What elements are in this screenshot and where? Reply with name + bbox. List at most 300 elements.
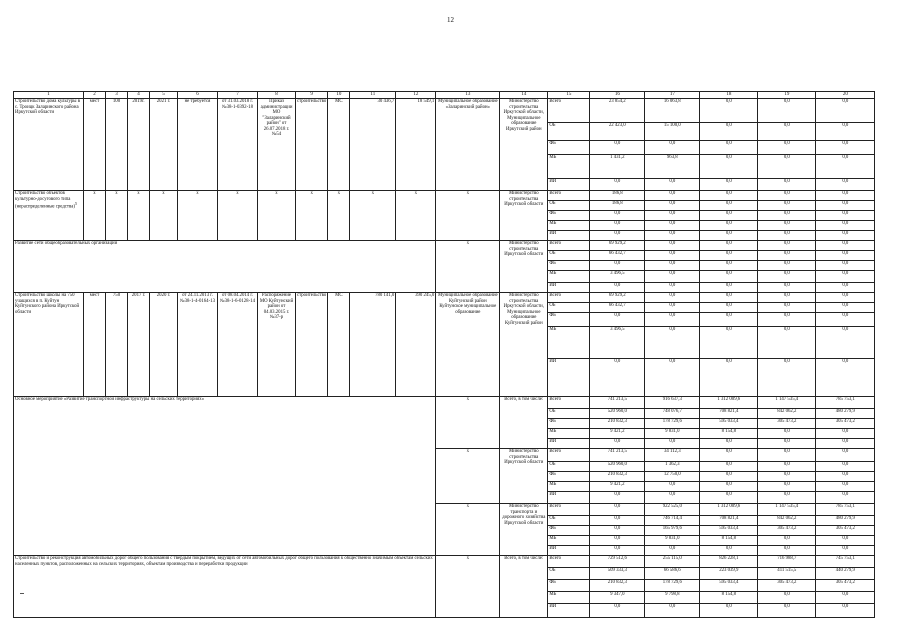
form-cell: МС [328,99,350,191]
amount-cell: 0,0 [758,449,816,462]
amount-cell: 826 228,1 [700,556,758,568]
amount-cell: 0,0 [590,283,645,293]
order-cell: Распоряжение МО Куйтунский район от 04.03.2015 г. №37-р [258,293,296,397]
amount-cell: 0,0 [758,241,816,251]
amount-cell: 0,0 [758,141,816,155]
amount-cell: 0,0 [758,271,816,283]
amount-cell: 0,0 [700,179,758,191]
amount-cell: 0,0 [700,241,758,251]
amount-cell: 0,0 [700,303,758,313]
amount-cell: 12 750,0 [645,472,700,482]
column-number: 19 [758,92,816,99]
amount-cell: 0,0 [590,516,645,526]
amount-cell: 34 112,3 [645,449,700,462]
amount-cell: 9 347,0 [590,592,645,604]
amount-cell: 0,0 [700,99,758,123]
fund-code: МБ [548,482,590,492]
x-mark: х [258,191,296,241]
amount-cell: 0,0 [816,604,875,618]
amount-cell: 0,0 [816,293,875,303]
cost-base-cell: 18 549,1 [396,99,436,191]
end-year: 2021 г. [150,99,178,191]
amount-cell: 480 279,9 [816,516,875,526]
executor-cell: Министерство строительства Иркутской области [500,241,548,293]
fund-code: ОБ [548,201,590,211]
work-type: строительство [296,293,328,397]
executor-cell: Всего, в том числе: [500,556,548,618]
amount-cell: 8 154,8 [700,536,758,546]
amount-cell: 785 753,1 [816,397,875,409]
table-row [14,293,875,303]
amount-cell: 0,0 [816,313,875,327]
amount-cell: 0,0 [645,293,700,303]
column-number: 14 [500,92,548,99]
fund-code: МБ [548,271,590,283]
amount-cell: 0,0 [590,504,645,516]
amount-cell: 0,0 [816,271,875,283]
amount-cell: 0,0 [758,482,816,492]
amount-cell: 922 525,0 [645,504,700,516]
cost-cell: 30 436,7 [350,99,396,191]
column-number: 8 [258,92,296,99]
table-row [14,556,875,568]
amount-cell: 0,0 [816,141,875,155]
amount-cell: 23 854,2 [590,99,645,123]
amount-cell: 509 333,3 [590,568,645,580]
object-name: Строительство школы на 750 учащихся в п. Куйтун Куйтунского района Иркутской области [14,293,84,397]
amount-cell: 0,0 [758,283,816,293]
amount-cell: 0,0 [758,221,816,231]
amount-cell: 0,0 [758,99,816,123]
amount-cell: 1 147 535,4 [758,397,816,409]
amount-cell: 0,0 [816,592,875,604]
amount-cell: 0,0 [700,482,758,492]
amount-cell: 0,0 [758,313,816,327]
amount-cell: 0,0 [590,526,645,536]
amount-cell: 305 473,2 [758,419,816,429]
column-number: 4 [128,92,150,99]
amount-cell: 842 062,2 [758,516,816,526]
start-year: 2019г. [128,99,150,191]
amount-cell: 0,0 [816,482,875,492]
fund-code: Всего [548,504,590,516]
fund-code: ФБ [548,141,590,155]
x-mark: х [436,397,500,449]
amount-cell: 520 960,0 [590,409,645,419]
fund-code: ИИ [548,359,590,397]
fund-code: Всего [548,397,590,409]
amount-cell: 0,0 [758,155,816,179]
footnote-marker: 5 [74,201,77,207]
amount-cell: 0,0 [758,604,816,618]
column-number: 5 [150,92,178,99]
expertise-cell: от 31.03.2018 г. №38-1-0392-18 [218,99,258,191]
work-type: строительство [296,99,328,191]
amount-cell: 0,0 [700,546,758,556]
column-number: 1 [14,92,84,99]
fund-code: Всего [548,293,590,303]
amount-cell: 0,0 [700,283,758,293]
fund-code: ОБ [548,303,590,313]
amount-cell: 0,0 [590,231,645,241]
fund-code: МБ [548,327,590,359]
amount-cell: 0,0 [816,449,875,462]
fund-code: МБ [548,536,590,546]
amount-cell: 0,0 [645,231,700,241]
amount-cell: 0,0 [758,592,816,604]
permit-cell: от 24.11.2013 г. №38-1-4-0164-13 [178,293,218,397]
amount-cell: 0,0 [816,191,875,201]
amount-cell: 0,0 [590,546,645,556]
amount-cell: 0,0 [645,359,700,397]
column-number: 10 [328,92,350,99]
amount-cell: 0,0 [816,251,875,261]
x-mark: х [436,449,500,504]
amount-cell: 0,0 [700,231,758,241]
x-mark: х [218,191,258,241]
amount-cell: 595 033,4 [700,419,758,429]
amount-cell: 748 076,7 [645,409,700,419]
table-row [14,99,875,123]
amount-cell: 0,0 [816,241,875,251]
amount-cell: 0,0 [645,313,700,327]
amount-cell: 0,0 [758,303,816,313]
fund-code: Всего [548,241,590,251]
column-number: 18 [700,92,758,99]
amount-cell: 0,0 [700,492,758,504]
column-number: 17 [645,92,700,99]
amount-cell: 716 988,7 [758,556,816,568]
section-heading: Развитие сети общеобразовательных организаций [14,241,436,293]
start-year: 2017 г. [128,293,150,397]
amount-cell: 0,0 [816,211,875,221]
amount-cell: 0,0 [645,221,700,231]
table-row [14,191,875,201]
amount-cell: 0,0 [816,327,875,359]
amount-cell: 0,0 [816,439,875,449]
executor-cell: Министерство строительства Иркутской области, Муниципальное образование Куйтунский район [500,293,548,397]
unit-cell: мест [84,293,106,397]
column-number: 12 [396,92,436,99]
fund-code: ИИ [548,546,590,556]
fund-code: ИИ [548,179,590,191]
x-mark: х [178,191,218,241]
amount-cell: 305 473,2 [816,526,875,536]
amount-cell: 9 798,8 [645,592,700,604]
amount-cell: 0,0 [816,123,875,141]
amount-cell: 22 423,0 [590,123,645,141]
amount-cell: 210 832,3 [590,472,645,482]
amount-cell: 0,0 [645,241,700,251]
amount-cell: 8 154,8 [700,592,758,604]
amount-cell: 0,0 [700,327,758,359]
amount-cell: 0,0 [816,429,875,439]
fund-code: ФБ [548,472,590,482]
amount-cell: 9 831,0 [645,536,700,546]
amount-cell: 255 115,0 [645,556,700,568]
amount-cell: 0,0 [700,271,758,283]
program-table [13,91,875,618]
fund-code: ИИ [548,439,590,449]
amount-cell: 0,0 [590,261,645,271]
table-row [14,397,875,409]
amount-cell: 0,0 [758,231,816,241]
amount-cell: 0,0 [645,546,700,556]
order-cell: Приказ администрации МО "Заларинский район" от 26.07.2018 г. №54 [258,99,296,191]
amount-cell: 305 473,2 [816,419,875,429]
column-number: 3 [106,92,128,99]
amount-cell: 411 515,5 [758,568,816,580]
amount-cell: 0,0 [758,123,816,141]
x-mark: х [436,241,500,293]
fund-code: Всего [548,556,590,568]
amount-cell: 0,0 [758,359,816,397]
amount-cell: 0,0 [645,179,700,191]
column-number: 2 [84,92,106,99]
object-name [14,191,84,241]
x-mark: х [84,191,106,241]
amount-cell: 0,0 [645,201,700,211]
amount-cell: 305 473,2 [758,526,816,536]
amount-cell: 0,0 [700,251,758,261]
column-number-row [14,92,875,99]
x-mark: х [128,191,150,241]
fund-code: ФБ [548,261,590,271]
amount-cell: 0,0 [645,492,700,504]
column-number: 9 [296,92,328,99]
amount-cell: 8 154,8 [700,429,758,439]
amount-cell: 0,0 [758,251,816,261]
amount-cell: 0,0 [700,313,758,327]
amount-cell: 0,0 [816,261,875,271]
permit-cell: не требуется [178,99,218,191]
amount-cell: 0,0 [758,462,816,472]
margin-mark [20,593,24,594]
amount-cell: 0,0 [816,472,875,482]
amount-cell: 0,0 [645,251,700,261]
amount-cell: 3 496,5 [590,327,645,359]
amount-cell: 729 512,6 [590,556,645,568]
fund-code: МБ [548,155,590,179]
amount-cell: 0,0 [645,271,700,283]
executor-cell: Министерство строительства Иркутской области [500,191,548,241]
amount-cell: 741 213,5 [590,449,645,462]
amount-cell: 0,0 [645,327,700,359]
amount-cell: 595 033,4 [700,580,758,592]
amount-cell: 0,0 [590,536,645,546]
amount-cell: 842 062,2 [758,409,816,419]
amount-cell: 520 960,0 [590,462,645,472]
amount-cell: 3 496,5 [590,271,645,283]
amount-cell: 0,0 [590,492,645,504]
amount-cell: 0,0 [758,201,816,211]
amount-cell: 186,8 [590,191,645,201]
amount-cell: 0,0 [700,261,758,271]
amount-cell: 0,0 [758,536,816,546]
amount-cell: 9 421,2 [590,482,645,492]
object-name-text: Строительство объектов культурно-досугового типа (нераспределенные средства) [15,191,75,210]
amount-cell: 0,0 [700,141,758,155]
amount-cell: 0,0 [816,359,875,397]
amount-cell: 0,0 [758,472,816,482]
amount-cell: 178 729,6 [645,419,700,429]
amount-cell: 0,0 [590,359,645,397]
amount-cell: 0,0 [645,303,700,313]
amount-cell: 0,0 [645,283,700,293]
amount-cell: 0,0 [816,492,875,504]
amount-cell: 1 362,3 [645,462,700,472]
x-mark: х [436,191,500,241]
unit-cell: мест [84,99,106,191]
amount-cell: 0,0 [700,472,758,482]
amount-cell: 708 821,4 [700,516,758,526]
end-year: 2020 г. [150,293,178,397]
amount-cell: 1 147 535,4 [758,504,816,516]
capacity-cell: 750 [106,293,128,397]
amount-cell: 0,0 [700,191,758,201]
amount-cell: 1 312 009,6 [700,397,758,409]
amount-cell: 1 431,2 [590,155,645,179]
amount-cell: 0,0 [700,604,758,618]
amount-cell: 66 586,6 [645,568,700,580]
x-mark: х [396,191,436,241]
amount-cell: 0,0 [816,231,875,241]
amount-cell: 0,0 [758,261,816,271]
amount-cell: 0,0 [758,546,816,556]
amount-cell: 0,0 [816,462,875,472]
fund-code: МБ [548,592,590,604]
object-name: Строительство дома культуры в с. Троицк Заларинского района Иркутской области [14,99,84,191]
executor-cell: Министерство транспорта и дорожного хозяйства Иркутской области [500,504,548,556]
amount-cell: 178 729,6 [645,580,700,592]
amount-cell: 186,8 [590,201,645,211]
x-mark: х [106,191,128,241]
amount-cell: 0,0 [645,211,700,221]
amount-cell: 0,0 [816,155,875,179]
amount-cell: 305 473,2 [816,580,875,592]
amount-cell: 0,0 [700,123,758,141]
column-number: 11 [350,92,396,99]
amount-cell: 0,0 [816,303,875,313]
amount-cell: 0,0 [758,429,816,439]
amount-cell: 69 929,2 [590,241,645,251]
amount-cell: 0,0 [700,155,758,179]
fund-code: ФБ [548,526,590,536]
amount-cell: 0,0 [590,211,645,221]
amount-cell: 0,0 [700,211,758,221]
amount-cell: 66 432,7 [590,303,645,313]
fund-code: ОБ [548,409,590,419]
fund-code: ФБ [548,580,590,592]
amount-cell: 0,0 [590,604,645,618]
amount-cell: 0,0 [816,283,875,293]
fund-code: Всего [548,449,590,462]
amount-cell: 0,0 [758,211,816,221]
amount-cell: 9 831,0 [645,429,700,439]
amount-cell: 745 753,1 [816,556,875,568]
amount-cell: 0,0 [590,179,645,191]
document-table-wrapper [13,91,875,618]
column-number: 20 [816,92,875,99]
amount-cell: 0,0 [590,221,645,231]
fund-code: ФБ [548,313,590,327]
x-mark: х [350,191,396,241]
page-number: 12 [447,16,454,24]
executor-cell: Министерство строительства Иркутской области [500,449,548,504]
fund-code: ОБ [548,123,590,141]
capacity-cell: 100 [106,99,128,191]
client-cell: Муниципальное образование «Заларинский район» [436,99,500,191]
amount-cell: 785 753,1 [816,504,875,516]
amount-cell: 746 714,4 [645,516,700,526]
amount-cell: 0,0 [700,462,758,472]
amount-cell: 165 979,6 [645,526,700,536]
amount-cell: 0,0 [816,536,875,546]
cost-cell: 780 141,0 [350,293,396,397]
column-number: 15 [548,92,590,99]
amount-cell: 0,0 [700,359,758,397]
client-cell: Муниципальное образование Куйтунский район Куйтунское муниципальное образование [436,293,500,397]
section-heading: Строительство и реконструкция автомобильных дорог общего пользования с твердым покрытием, ведущих от сети автомобильных дорог общего пользования к общественно значимым объектам сельских населенных пунктов, расположенных на сельских территориях, объектам производства и переработки продукции [14,556,436,618]
fund-code: ОБ [548,462,590,472]
amount-cell: 0,0 [590,313,645,327]
fund-code: ИИ [548,604,590,618]
amount-cell: 15 100,0 [645,123,700,141]
section-heading: Основное мероприятие «Развитие транспортной инфраструктуры на сельских территориях» [14,397,436,556]
amount-cell: 0,0 [700,439,758,449]
amount-cell: 66 432,7 [590,251,645,261]
x-mark: х [436,556,500,618]
x-mark: х [296,191,328,241]
fund-code: МБ [548,221,590,231]
column-number: 7 [218,92,258,99]
fund-code: ОБ [548,251,590,261]
executor-cell: Министерство строительства Иркутской области, Муниципальное образование Иркутский район [500,99,548,191]
amount-cell: 210 832,3 [590,580,645,592]
amount-cell: 9 421,2 [590,429,645,439]
form-cell: МС [328,293,350,397]
amount-cell: 1 312 009,6 [700,504,758,516]
x-mark: х [150,191,178,241]
amount-cell: 0,0 [645,482,700,492]
x-mark: х [328,191,350,241]
amount-cell: 0,0 [758,191,816,201]
amount-cell: 210 832,3 [590,419,645,429]
amount-cell: 916 637,3 [645,397,700,409]
amount-cell: 223 039,9 [700,568,758,580]
amount-cell: 0,0 [816,221,875,231]
amount-cell: 0,0 [590,141,645,155]
x-mark: х [436,504,500,556]
amount-cell: 0,0 [700,201,758,211]
fund-code: ИИ [548,283,590,293]
amount-cell: 0,0 [700,449,758,462]
column-number: 6 [178,92,218,99]
table-row [14,241,875,251]
fund-code: Всего [548,99,590,123]
amount-cell: 480 279,9 [816,409,875,419]
amount-cell: 0,0 [645,141,700,155]
expertise-cell: от 08.04.2014 г. №38-1-6-0128-14 [218,293,258,397]
amount-cell: 0,0 [758,293,816,303]
amount-cell: 0,0 [816,546,875,556]
amount-cell: 0,0 [758,492,816,504]
column-number: 13 [436,92,500,99]
amount-cell: 595 033,4 [700,526,758,536]
fund-code: МБ [548,429,590,439]
amount-cell: 0,0 [758,327,816,359]
amount-cell: 0,0 [816,99,875,123]
